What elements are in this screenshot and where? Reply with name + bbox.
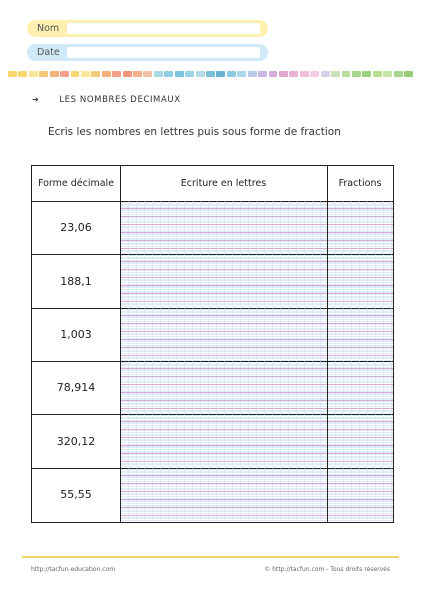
header-forme-decimale: Forme décimale [37, 178, 115, 189]
color-swatch [81, 71, 90, 77]
color-swatch [269, 71, 278, 77]
color-swatch [60, 71, 69, 77]
writing-area-lettres[interactable] [121, 468, 327, 521]
color-swatch [300, 71, 309, 77]
color-swatch [29, 71, 38, 77]
column-divider [120, 166, 121, 522]
table-row [32, 468, 393, 521]
color-swatch [342, 71, 351, 77]
nom-input[interactable] [67, 23, 260, 34]
section-title: LES NOMBRES DECIMAUX [59, 95, 181, 105]
writing-area-fraction[interactable] [328, 308, 393, 361]
writing-area-lettres[interactable] [121, 201, 327, 254]
date-input[interactable] [67, 47, 260, 58]
date-label: Date [37, 47, 60, 58]
writing-area-lettres[interactable] [121, 414, 327, 467]
color-swatch [248, 71, 257, 77]
color-swatch [50, 71, 59, 77]
color-swatch [310, 71, 319, 77]
color-swatch [227, 71, 236, 77]
decimal-value: 320,12 [56, 434, 96, 448]
color-swatch [404, 71, 413, 77]
writing-area-fraction[interactable] [328, 254, 393, 307]
color-swatch [331, 71, 340, 77]
footer-divider [22, 556, 399, 558]
writing-area-fraction[interactable] [328, 201, 393, 254]
color-swatch [237, 71, 246, 77]
decimal-value: 1,003 [60, 327, 92, 341]
writing-area-fraction[interactable] [328, 468, 393, 521]
table-row [32, 361, 393, 415]
color-swatch [289, 71, 298, 77]
color-swatch [112, 71, 121, 77]
color-swatch [394, 71, 403, 77]
color-swatch [196, 71, 205, 77]
color-swatch [383, 71, 392, 77]
decimal-value: 23,06 [60, 221, 92, 235]
color-swatch [164, 71, 173, 77]
exercise-table [31, 165, 394, 523]
color-swatch [71, 71, 80, 77]
color-swatch [175, 71, 184, 77]
color-swatch [91, 71, 100, 77]
color-swatch [8, 71, 17, 77]
writing-area-lettres[interactable] [121, 254, 327, 307]
decimal-value: 78,914 [56, 381, 96, 395]
footer-copyright: © http://tacfun.com - Tous droits réservés [264, 566, 390, 573]
writing-area-lettres[interactable] [121, 308, 327, 361]
color-swatch [279, 71, 288, 77]
date-field[interactable] [27, 44, 268, 61]
table-row [32, 414, 393, 468]
color-swatch [352, 71, 361, 77]
color-swatch [216, 71, 225, 77]
table-row [32, 308, 393, 362]
writing-area-lettres[interactable] [121, 361, 327, 414]
decimal-value: 55,55 [60, 488, 92, 501]
color-swatch [102, 71, 111, 77]
color-swatch [18, 71, 27, 77]
instruction-text: Ecris les nombres en lettres puis sous forme de fraction [48, 126, 341, 138]
color-swatch [185, 71, 194, 77]
color-swatch [123, 71, 132, 77]
column-divider [327, 166, 328, 522]
footer-link-education[interactable]: http://tacfun-education.com [31, 566, 116, 573]
arrow-icon: ➜ [32, 95, 40, 104]
color-swatch [133, 71, 142, 77]
color-strip [8, 71, 413, 77]
color-swatch [321, 71, 330, 77]
table-header [32, 166, 393, 202]
nom-field[interactable] [27, 20, 268, 37]
nom-label: Nom [37, 23, 60, 34]
color-swatch [206, 71, 215, 77]
color-swatch [373, 71, 382, 77]
writing-area-fraction[interactable] [328, 361, 393, 414]
header-fractions: Fractions [338, 178, 382, 189]
section-title-row [32, 95, 181, 105]
color-swatch [39, 71, 48, 77]
decimal-value: 188,1 [60, 274, 92, 288]
color-swatch [143, 71, 152, 77]
color-swatch [258, 71, 267, 77]
table-row [32, 201, 393, 255]
table-row [32, 254, 393, 308]
color-swatch [154, 71, 163, 77]
color-swatch [362, 71, 371, 77]
header-ecriture-en-lettres: Ecriture en lettres [180, 178, 267, 189]
writing-area-fraction[interactable] [328, 414, 393, 467]
